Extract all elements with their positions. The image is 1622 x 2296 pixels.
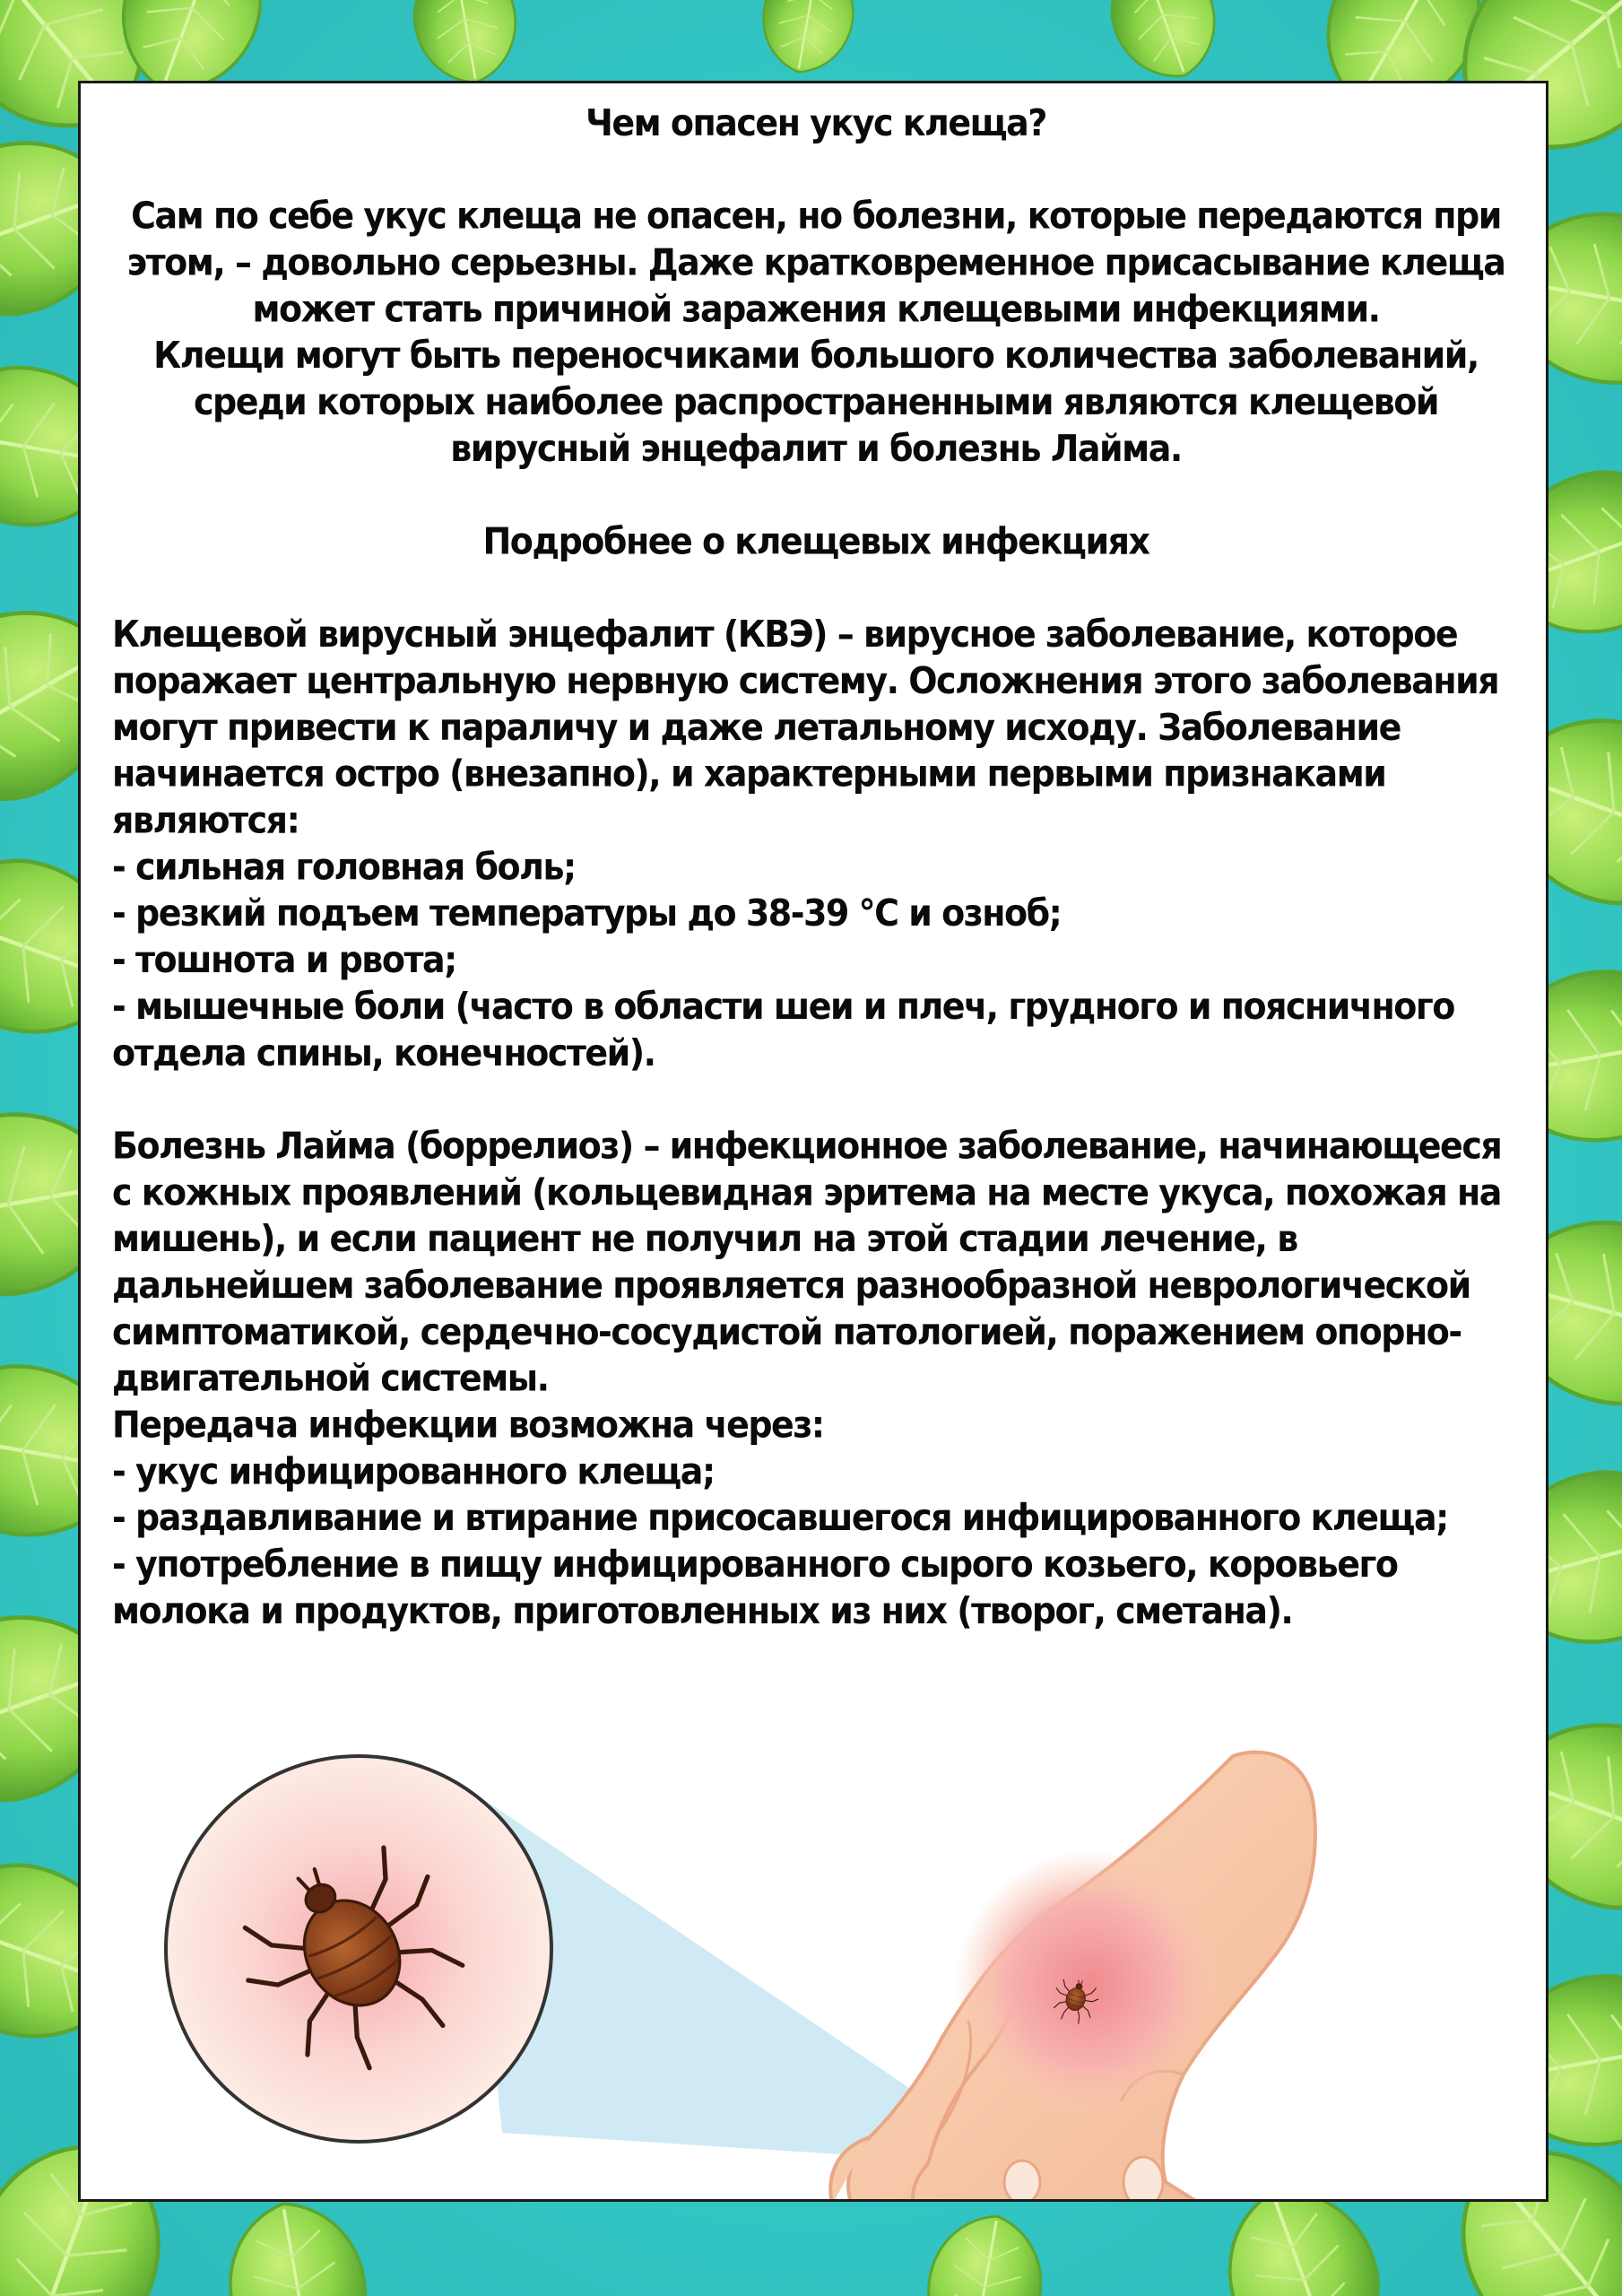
- erythema-spot: [955, 1850, 1224, 2119]
- section-subtitle: Подробнее о клещевых инфекциях: [482, 519, 1149, 563]
- list-item: - раздавливание и втирание присосавшегося инфицированного клеща;: [112, 1496, 1448, 1539]
- magnifier-circle: [166, 1756, 551, 2142]
- hand-illustration: [830, 1752, 1315, 2202]
- transmission-title: Передача инфекции возможна через:: [112, 1403, 824, 1447]
- tick-bite-illustration: [81, 1680, 1548, 2202]
- page-title: Чем опасен укус клеща?: [585, 101, 1046, 144]
- kve-description: Клещевой вирусный энцефалит (КВЭ) – вирусное заболевание, которое поражает центральную нервную систему. Осложнения этого заболевания могут привести к параличу и даже летальному исходу. Заболевание начинается остро (внезапно), и характерными первыми признаками являются:: [112, 613, 1499, 842]
- list-item: - употребление в пищу инфицированного сырого козьего, коровьего молока и продуктов, приготовленных из них (творог, сметана).: [112, 1543, 1398, 1632]
- content-panel: [78, 81, 1548, 2202]
- transmission-list: [112, 1448, 1520, 1633]
- list-item: - мышечные боли (часто в области шеи и плеч, грудного и поясничного отдела спины, конечностей).: [112, 985, 1454, 1074]
- list-item: - резкий подъем температуры до 38-39 °С и озноб;: [112, 891, 1062, 935]
- kve-symptoms-list: [112, 843, 1520, 1075]
- article-text: [112, 100, 1520, 1634]
- list-item: - тошнота и рвота;: [112, 938, 456, 981]
- intro-paragraph-2: Клещи могут быть переносчиками большого количества заболеваний, среди которых наиболее распространенными являются клещевой вирусный энцефалит и болезнь Лайма.: [153, 334, 1479, 470]
- lyme-description: Болезнь Лайма (боррелиоз) – инфекционное заболевание, начинающееся с кожных проявлений (кольцевидная эритема на месте укуса, похожая на мишень), и если пациент не получил на этой стадии лечение, в дальнейшем заболевание проявляется разнообразной неврологической симптоматикой, сердечно-сосудистой патологией, поражением опорно-двигательной системы.: [112, 1124, 1502, 1400]
- list-item: - укус инфицированного клеща;: [112, 1449, 715, 1493]
- intro-paragraph-1: Сам по себе укус клеща не опасен, но болезни, которые передаются при этом, – довольно серьезны. Даже кратковременное присасывание клеща может стать причиной заражения клещевыми инфекциями.: [126, 194, 1505, 331]
- list-item: - сильная головная боль;: [112, 845, 576, 889]
